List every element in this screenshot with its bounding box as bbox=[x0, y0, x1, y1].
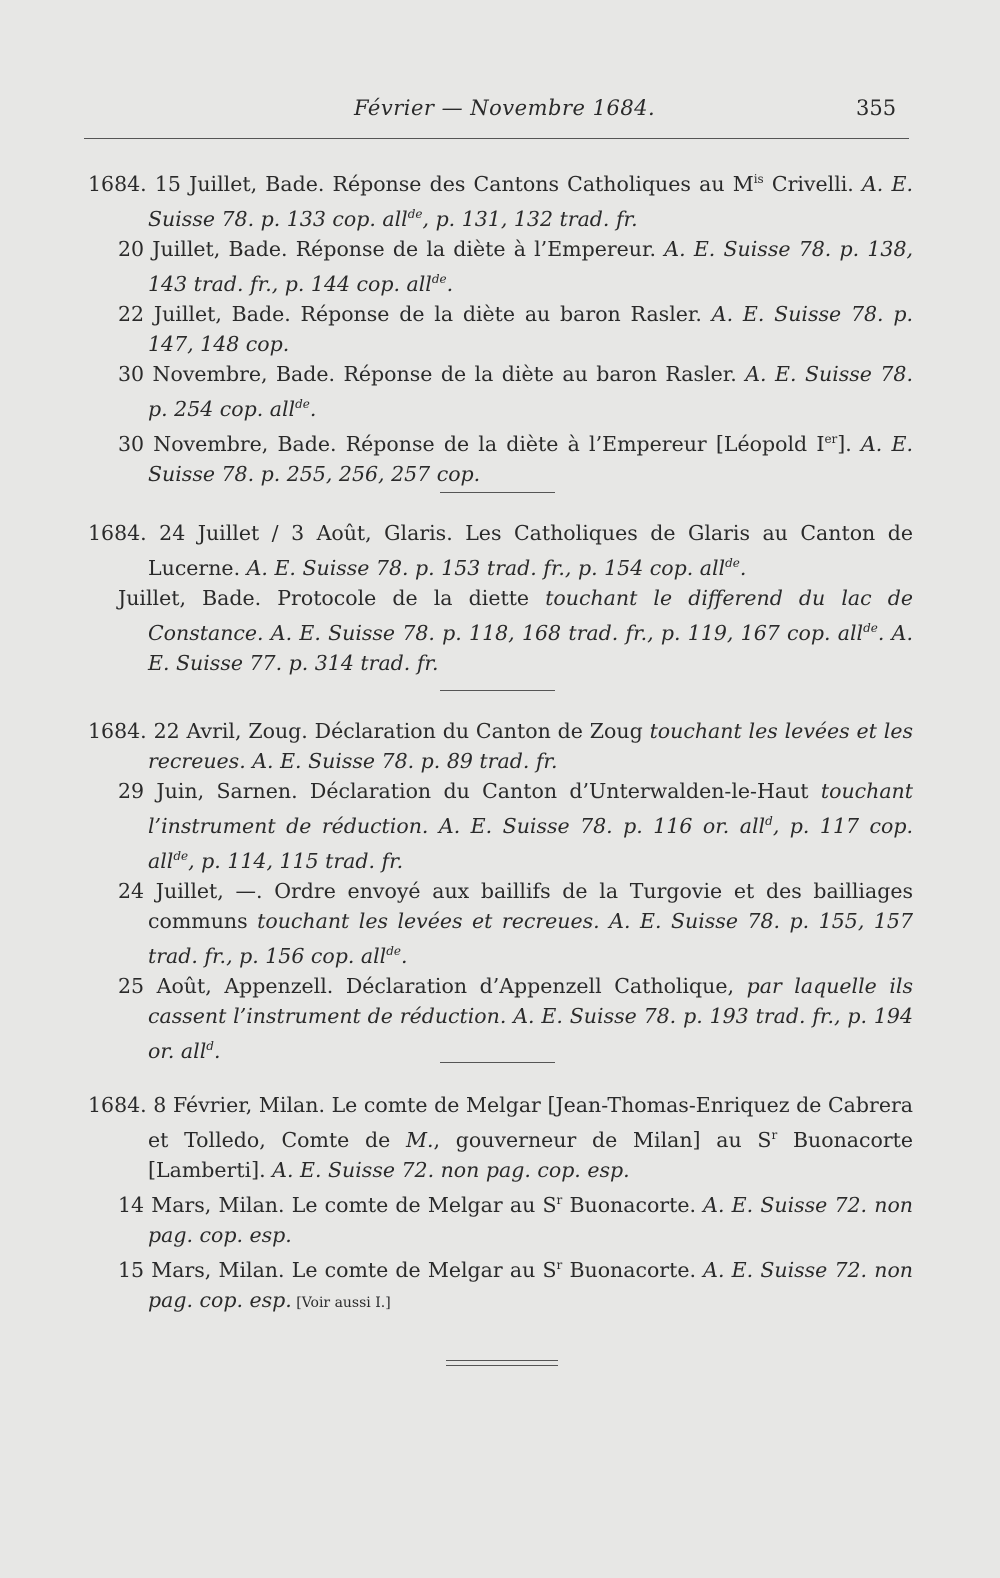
entry-year: 1684. bbox=[88, 172, 147, 196]
entry bbox=[88, 583, 913, 678]
entry-citation: . bbox=[309, 397, 317, 421]
entry bbox=[88, 876, 913, 971]
entry-citation: . bbox=[213, 1039, 221, 1063]
entry-citation: A. E. Suisse 78. p. 153 trad. fr., p. 154 cop. all bbox=[246, 556, 726, 580]
entry-citation: M. bbox=[406, 1128, 434, 1152]
entry-year: 1684. bbox=[88, 1093, 147, 1117]
entry-text: Buonacorte. bbox=[562, 1258, 704, 1282]
entry-text: 24 Juillet, —. Ordre envoyé aux baillifs de la Turgovie et des bailliages communs bbox=[118, 879, 913, 933]
cross-reference-note: [Voir aussi I.] bbox=[291, 1295, 391, 1311]
entry-citation: . A. E. Suisse 77. p. 314 trad. fr. bbox=[148, 621, 913, 675]
entry bbox=[88, 1185, 913, 1250]
running-header bbox=[0, 96, 1000, 136]
entry bbox=[88, 518, 913, 583]
header-title: Février — Novembre 1684. bbox=[354, 96, 656, 120]
entry-citation: . bbox=[739, 556, 747, 580]
superscript: de bbox=[863, 621, 878, 635]
superscript: d bbox=[206, 1039, 214, 1053]
entry-citation: touchant les levées et les recreues. A. E. Suisse 78. p. 89 trad. fr. bbox=[148, 719, 913, 773]
entry-year: 1684. bbox=[88, 719, 147, 743]
superscript: r bbox=[771, 1128, 778, 1142]
entry-citation: A. E. Suisse 78. p. 254 cop. all bbox=[148, 362, 913, 421]
section-separator bbox=[440, 492, 555, 493]
superscript: r bbox=[556, 1258, 563, 1272]
section-separator bbox=[440, 1062, 555, 1063]
entry-text: 30 Novembre, Bade. Réponse de la diète à l’Empereur [Léopold I bbox=[118, 432, 825, 456]
superscript: de bbox=[386, 944, 402, 958]
entry-text: Buonacorte [Lamberti]. bbox=[148, 1128, 913, 1182]
entry-text: 14 Mars, Milan. Le comte de Melgar au S bbox=[118, 1193, 557, 1217]
entry bbox=[88, 234, 913, 299]
entry bbox=[88, 1250, 913, 1318]
entry-citation: A. E. Suisse 78. p. 255, 256, 257 cop. bbox=[148, 432, 913, 486]
entry-text: 15 Mars, Milan. Le comte de Melgar au S bbox=[118, 1258, 557, 1282]
entry bbox=[88, 359, 913, 424]
superscript: de bbox=[725, 556, 740, 570]
entry-text: 22 Avril, Zoug. Déclaration du Canton de Zoug bbox=[153, 719, 650, 743]
entry bbox=[88, 164, 913, 234]
entry-text: 15 Juillet, Bade. Réponse des Cantons Catholiques au M bbox=[154, 172, 754, 196]
entry bbox=[88, 971, 913, 1066]
section-3 bbox=[88, 716, 913, 1066]
superscript: r bbox=[556, 1193, 563, 1207]
entry-text: 8 Février, Milan. Le comte de Melgar [Jean-Thomas-Enriquez de Cabrera et Tolledo, Comte de bbox=[148, 1093, 913, 1152]
entry-text: Crivelli. bbox=[763, 172, 862, 196]
entry-text: , gouverneur de Milan] au S bbox=[433, 1128, 772, 1152]
entry-citation: touchant le differend du lac de Constance. A. E. Suisse 78. p. 118, 168 trad. fr., p. 119, 167 cop. all bbox=[148, 586, 913, 645]
entry-text: 22 Juillet, Bade. Réponse de la diète au baron Rasler. bbox=[118, 302, 712, 326]
entry-citation: . bbox=[401, 944, 408, 968]
entry bbox=[88, 424, 913, 489]
entry-citation: A. E. Suisse 72. non pag. cop. esp. bbox=[272, 1158, 630, 1182]
end-double-rule bbox=[446, 1360, 558, 1366]
entry-text: Juillet, Bade. Protocole de la diette bbox=[118, 586, 546, 610]
entry-text: 29 Juin, Sarnen. Déclaration du Canton d’Unterwalden-le-Haut bbox=[118, 779, 821, 803]
entry-citation: , p. 114, 115 trad. fr. bbox=[188, 849, 404, 873]
superscript: de bbox=[431, 272, 447, 286]
superscript: is bbox=[753, 172, 764, 186]
superscript: de bbox=[173, 849, 189, 863]
entry-text: 25 Août, Appenzell. Déclaration d’Appenzell Catholique, bbox=[118, 974, 747, 998]
superscript: de bbox=[295, 397, 310, 411]
entry-year: 1684. bbox=[88, 521, 147, 545]
entry-text: 30 Novembre, Bade. Réponse de la diète au baron Rasler. bbox=[118, 362, 746, 386]
header-rule bbox=[84, 138, 909, 139]
entry-citation: par laquelle ils cassent l’instrument de réduction. A. E. Suisse 78. p. 193 trad. fr., p. 194 or. all bbox=[148, 974, 913, 1063]
entry bbox=[88, 1090, 913, 1185]
entry bbox=[88, 716, 913, 776]
entry-citation: A. E. Suisse 72. non pag. cop. esp. bbox=[148, 1193, 914, 1247]
entry-citation: A. E. Suisse 78. p. 133 cop. all bbox=[148, 172, 913, 231]
section-4 bbox=[88, 1090, 913, 1318]
entry-citation: A. E. Suisse 78. p. 138, 143 trad. fr., p. 144 cop. all bbox=[148, 237, 913, 296]
entry-text: 20 Juillet, Bade. Réponse de la diète à l’Empereur. bbox=[118, 237, 665, 261]
entry bbox=[88, 299, 913, 359]
entry-text: ]. bbox=[837, 432, 861, 456]
entry-citation: , p. 131, 132 trad. fr. bbox=[422, 207, 638, 231]
superscript: er bbox=[824, 432, 838, 446]
entry-text: Buonacorte. bbox=[562, 1193, 704, 1217]
entry-citation: touchant l’instrument de réduction. A. E. Suisse 78. p. 116 or. all bbox=[148, 779, 913, 838]
entry-citation: A. E. Suisse 78. p. 147, 148 cop. bbox=[148, 302, 913, 356]
entry-citation: . bbox=[446, 272, 454, 296]
superscript: d bbox=[765, 814, 773, 828]
entry-citation: , p. 117 cop. all bbox=[148, 814, 913, 873]
section-1 bbox=[88, 164, 913, 489]
entry-citation: touchant les levées et recreues. A. E. Suisse 78. p. 155, 157 trad. fr., p. 156 cop. all bbox=[148, 909, 913, 968]
superscript: de bbox=[407, 207, 423, 221]
section-2 bbox=[88, 518, 913, 678]
entry-citation: A. E. Suisse 72. non pag. cop. esp. bbox=[148, 1258, 914, 1312]
entry bbox=[88, 776, 913, 876]
page-number: 355 bbox=[856, 96, 897, 120]
entry-text: 24 Juillet / 3 Août, Glaris. Les Catholiques de Glaris au Canton de Lucerne. bbox=[148, 521, 913, 580]
section-separator bbox=[440, 690, 555, 691]
